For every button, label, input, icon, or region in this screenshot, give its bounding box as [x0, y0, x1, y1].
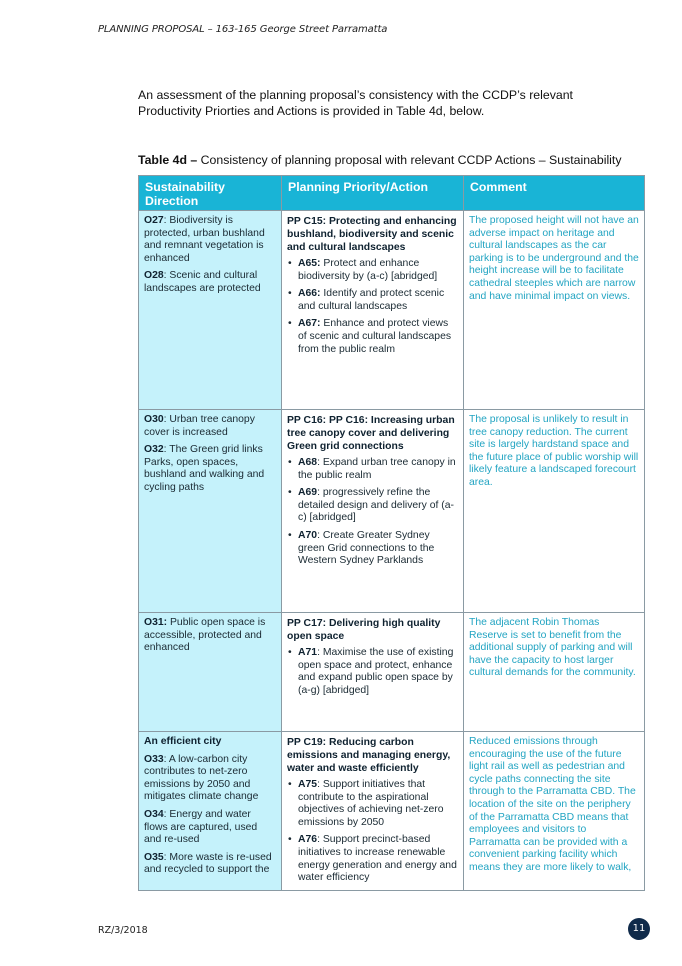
priority-cell [282, 211, 464, 410]
action-code: A71 [298, 647, 318, 658]
planning-priority: PP C19: Reducing carbon emissions and managing energy, water and waste efficiently [287, 737, 451, 774]
action-item [297, 530, 458, 568]
direction-text: : More waste is re-used and recycled to support the [144, 851, 272, 876]
table-row [139, 410, 645, 613]
direction-code: O30 [144, 414, 164, 425]
action-text: : progressively refine the detailed design and delivery of (a-c) [abridged] [298, 487, 454, 524]
direction-cell [139, 732, 282, 891]
action-text: : Maximise the use of existing open space and protect, enhance and expand public open space by (a-g) [abridged] [298, 647, 454, 696]
priority-cell [282, 732, 464, 891]
direction-cell [139, 613, 282, 732]
direction-item [144, 215, 276, 265]
direction-text: : Biodiversity is protected, urban bushland and remnant vegetation is enhanced [144, 215, 265, 264]
action-code: A75 [298, 779, 318, 790]
planning-priority: PP C17: Delivering high quality open space [287, 618, 441, 642]
action-item [297, 647, 458, 697]
direction-item [144, 852, 276, 877]
action-list [287, 258, 458, 356]
action-text: : Create Greater Sydney green Grid connections to the Western Sydney Parklands [298, 529, 435, 567]
page-number-badge: 11 [628, 918, 650, 940]
action-text: : Expand urban tree canopy in the public realm [298, 457, 456, 481]
action-code: A69 [298, 487, 318, 499]
consistency-table [138, 175, 645, 891]
direction-code: O35 [144, 851, 164, 863]
action-item [297, 834, 458, 884]
direction-code: O32 [144, 444, 164, 456]
direction-text: : Scenic and cultural landscapes are protected [144, 270, 261, 294]
action-item [297, 487, 458, 525]
direction-item [144, 270, 276, 295]
comment-cell: Reduced emissions through encouraging the use of the future light rail as well as pedestrian and cycle paths connecting the site through to the Parramatta CBD. The location of the site on the periphery of the Parramatta CBD means that employees and visitors to Parramatta can be provided with a convenient parking facility which means they are more likely to walk, [464, 732, 645, 891]
priority-cell [282, 410, 464, 613]
direction-item [144, 444, 276, 494]
comment-cell: The proposal is unlikely to result in tree canopy reduction. The current site is largely hardstand space and the future place of public worship will likely feature a landscaped forecourt area. [464, 410, 645, 613]
direction-heading: An efficient city [144, 736, 222, 747]
column-header-comment: Comment [464, 176, 645, 211]
direction-text: : Urban tree canopy cover is increased [144, 414, 255, 438]
priority-cell [282, 613, 464, 732]
direction-item [144, 414, 276, 439]
action-item [297, 779, 458, 829]
direction-code: O34 [144, 808, 164, 820]
direction-code: O27 [144, 215, 164, 226]
action-item [297, 288, 458, 313]
action-code: A68 [298, 457, 318, 468]
table-row [139, 211, 645, 410]
table-caption [138, 153, 621, 167]
column-header-direction: Sustainability Direction [139, 176, 282, 211]
action-item [297, 318, 458, 356]
column-header-priority: Planning Priority/Action [282, 176, 464, 211]
intro-paragraph: An assessment of the planning proposal’s consistency with the CCDP’s relevant Productivity Priorties and Actions is provided in Table 4d, below. [138, 88, 573, 118]
action-list [287, 779, 458, 885]
action-list [287, 647, 458, 697]
action-code: A66: [298, 288, 321, 300]
action-code: A65: [298, 258, 321, 269]
running-header: PLANNING PROPOSAL – 163-165 George Street Parramatta [98, 24, 388, 35]
direction-cell [139, 410, 282, 613]
direction-item [144, 754, 276, 804]
action-code: A76 [298, 834, 318, 846]
action-text: : Support precinct-based initiatives to increase renewable energy generation and energy and water efficiency [298, 834, 457, 884]
planning-priority: PP C15: Protecting and enhancing bushland, biodiversity and scenic and cultural landscapes [287, 216, 457, 253]
direction-cell [139, 211, 282, 410]
direction-item [144, 809, 276, 847]
direction-code: O31: [144, 617, 168, 628]
direction-item [144, 617, 276, 655]
table-caption-text: Consistency of planning proposal with relevant CCDP Actions – Sustainability [197, 153, 622, 167]
direction-text: : Energy and water flows are captured, used and re-used [144, 808, 258, 846]
action-text: Enhance and protect views of scenic and cultural landscapes from the public realm [298, 318, 452, 355]
comment-cell: The proposed height will not have an adverse impact on heritage and cultural landscapes as the car parking is to be underground and the height increase will be to facilitate cathedral steeples which are narrow and have minimal impact on views. [464, 211, 645, 410]
direction-code: O33 [144, 753, 164, 765]
action-code: A70 [298, 529, 318, 541]
action-item [297, 258, 458, 283]
action-text: Identify and protect scenic and cultural landscapes [298, 288, 445, 312]
table-header-row [139, 176, 645, 211]
comment-cell: The adjacent Robin Thomas Reserve is set to benefit from the additional supply of parking and will have the capacity to host larger cultural demands for the community. [464, 613, 645, 732]
direction-code: O28 [144, 270, 164, 282]
direction-text: Public open space is accessible, protected and enhanced [144, 617, 266, 654]
planning-priority: PP C16: PP C16: Increasing urban tree canopy cover and delivering Green grid connections [287, 415, 455, 452]
action-text: : Support initiatives that contribute to the aspirational objectives of achieving net-zero emissions by 2050 [298, 779, 444, 828]
table-row [139, 732, 645, 891]
action-code: A67: [298, 318, 321, 330]
action-item [297, 457, 458, 482]
direction-text: : The Green grid links Parks, open spaces, bushland and walking and cycling paths [144, 444, 265, 493]
action-text: Protect and enhance biodiversity by (a-c) [abridged] [298, 258, 438, 282]
document-reference: RZ/3/2018 [98, 925, 148, 936]
direction-text: : A low-carbon city contributes to net-zero emissions by 2050 and mitigates climate change [144, 753, 259, 803]
table-row [139, 613, 645, 732]
table-caption-label: Table 4d – [138, 153, 198, 167]
action-list [287, 457, 458, 568]
